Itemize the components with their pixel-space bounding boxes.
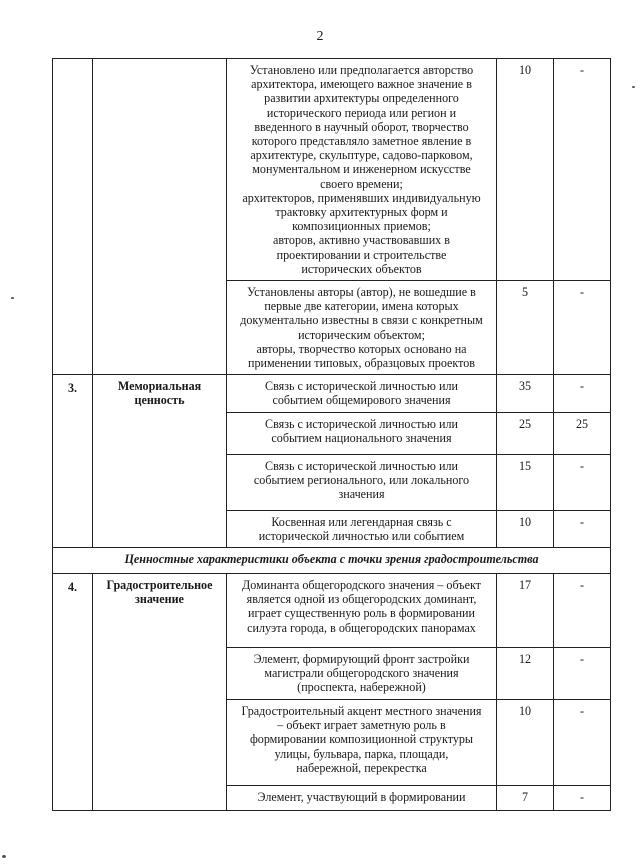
number-cell: 4. — [53, 574, 93, 811]
text-line: Доминанта общегородского значения – объект — [242, 578, 481, 593]
description-cell — [227, 648, 497, 700]
value-cell: - — [554, 454, 611, 510]
text-line: Мемориальная — [117, 379, 202, 394]
text-line: проектировании и строительстве — [276, 247, 447, 262]
text-line: документально известны в связи с конкретным — [240, 313, 483, 328]
page-number: 2 — [316, 29, 324, 44]
text-line: событием национального значения — [271, 430, 452, 445]
score-cell: 25 — [497, 412, 554, 454]
text-line: применении типовых, образцовых проектов — [248, 356, 475, 371]
text-line: Установлены авторы (автор), не вошедшие в — [247, 285, 476, 300]
score-cell: 5 — [497, 281, 554, 375]
section-row — [53, 548, 611, 574]
text-line: исторических объектов — [301, 261, 422, 276]
text-line: авторов, активно участвовавших в — [273, 233, 450, 248]
text-line: Установлено или предполагается авторство — [249, 63, 474, 77]
description-cell — [227, 59, 497, 281]
text-line: которого представляло заметное явление в — [251, 134, 472, 149]
text-line: архитектора, имеющего важное значение в — [251, 77, 472, 92]
number-cell: 3. — [53, 375, 93, 548]
text-line: Связь с исторической личностью или — [265, 379, 458, 394]
score-cell: 15 — [497, 454, 554, 510]
value-cell: - — [554, 375, 611, 412]
description-cell — [227, 281, 497, 375]
text-line: историческим объектом; — [298, 327, 425, 342]
text-line: ценность — [134, 393, 185, 408]
value-cell: - — [554, 700, 611, 786]
score-cell: 10 — [497, 510, 554, 547]
score-cell: 12 — [497, 648, 554, 700]
value-cell: - — [554, 574, 611, 648]
criterion-cell — [93, 375, 227, 548]
text-line: Связь с исторической личностью или — [265, 416, 458, 431]
text-line: введенного в научный оборот, творчество — [254, 119, 469, 134]
score-cell: 7 — [497, 786, 554, 811]
value-cell: 25 — [554, 412, 611, 454]
score-cell: 10 — [497, 59, 554, 281]
text-line: Косвенная или легендарная связь с — [271, 514, 452, 529]
text-line: является одной из общегородских доминант, — [246, 592, 477, 607]
section-heading: Ценностные характеристики объекта с точки зрения градостроительства — [53, 548, 611, 574]
criteria-table — [52, 58, 611, 811]
text-line: Элемент, формирующий фронт застройки — [253, 652, 470, 667]
scan-speck — [632, 86, 635, 88]
text-line: первые две категории, имена которых — [264, 299, 459, 314]
description-cell — [227, 454, 497, 510]
table-row — [53, 375, 611, 412]
text-line: набережной, перекрестка — [296, 760, 427, 775]
text-line: Градостроительный акцент местного значения — [241, 704, 482, 719]
criterion-cell — [93, 574, 227, 811]
description-cell — [227, 375, 497, 412]
text-line: (проспекта, набережной) — [297, 680, 426, 695]
text-line: событием регионального, или локального — [253, 472, 470, 487]
text-line: исторической личностью или событием — [258, 528, 465, 543]
text-line: значение — [135, 592, 184, 607]
criterion-cell — [93, 59, 227, 375]
text-line: исторического периода или регион и — [266, 105, 457, 120]
scan-speck — [11, 297, 14, 299]
text-line: архитекторов, применявших индивидуальную — [242, 190, 481, 205]
text-line: Связь с исторической личностью или — [265, 458, 458, 473]
value-cell: - — [554, 281, 611, 375]
text-line: Градостроительное — [106, 578, 213, 593]
text-line: развитии архитектуры определенного — [264, 91, 459, 106]
text-line: событием общемирового значения — [272, 393, 451, 408]
text-line: – объект играет заметную роль в — [277, 718, 446, 733]
text-line: играет существенную роль в формировании — [247, 606, 475, 621]
text-line: композиционных приемов; — [292, 219, 431, 234]
number-cell — [53, 59, 93, 375]
text-line: значения — [338, 487, 385, 502]
text-line: монументальном и инженерном искусстве — [252, 162, 471, 177]
text-line: формировании композиционной структуры — [249, 732, 474, 747]
text-line: Элемент, участвующий в формировании — [257, 790, 466, 805]
value-cell: - — [554, 59, 611, 281]
text-line: улицы, бульвара, парка, площади, — [274, 746, 449, 761]
scan-speck — [2, 855, 6, 858]
score-cell: 10 — [497, 700, 554, 786]
description-cell — [227, 412, 497, 454]
description-cell — [227, 700, 497, 786]
text-line: магистрали общегородского значения — [264, 666, 459, 681]
value-cell: - — [554, 510, 611, 547]
value-cell: - — [554, 648, 611, 700]
description-cell — [227, 786, 497, 811]
table-row — [53, 574, 611, 648]
description-cell — [227, 574, 497, 648]
table-row — [53, 59, 611, 281]
text-line: авторы, творчество которых основано на — [256, 341, 467, 356]
value-cell: - — [554, 786, 611, 811]
description-cell — [227, 510, 497, 547]
text-line: своего времени; — [320, 176, 403, 191]
text-line: силуэта города, в общегородских панорамах — [247, 620, 476, 635]
text-line: трактовку архитектурных форм и — [275, 205, 448, 220]
score-cell: 35 — [497, 375, 554, 412]
score-cell: 17 — [497, 574, 554, 648]
text-line: архитектуре, скульптуре, садово-парковом, — [250, 148, 473, 163]
